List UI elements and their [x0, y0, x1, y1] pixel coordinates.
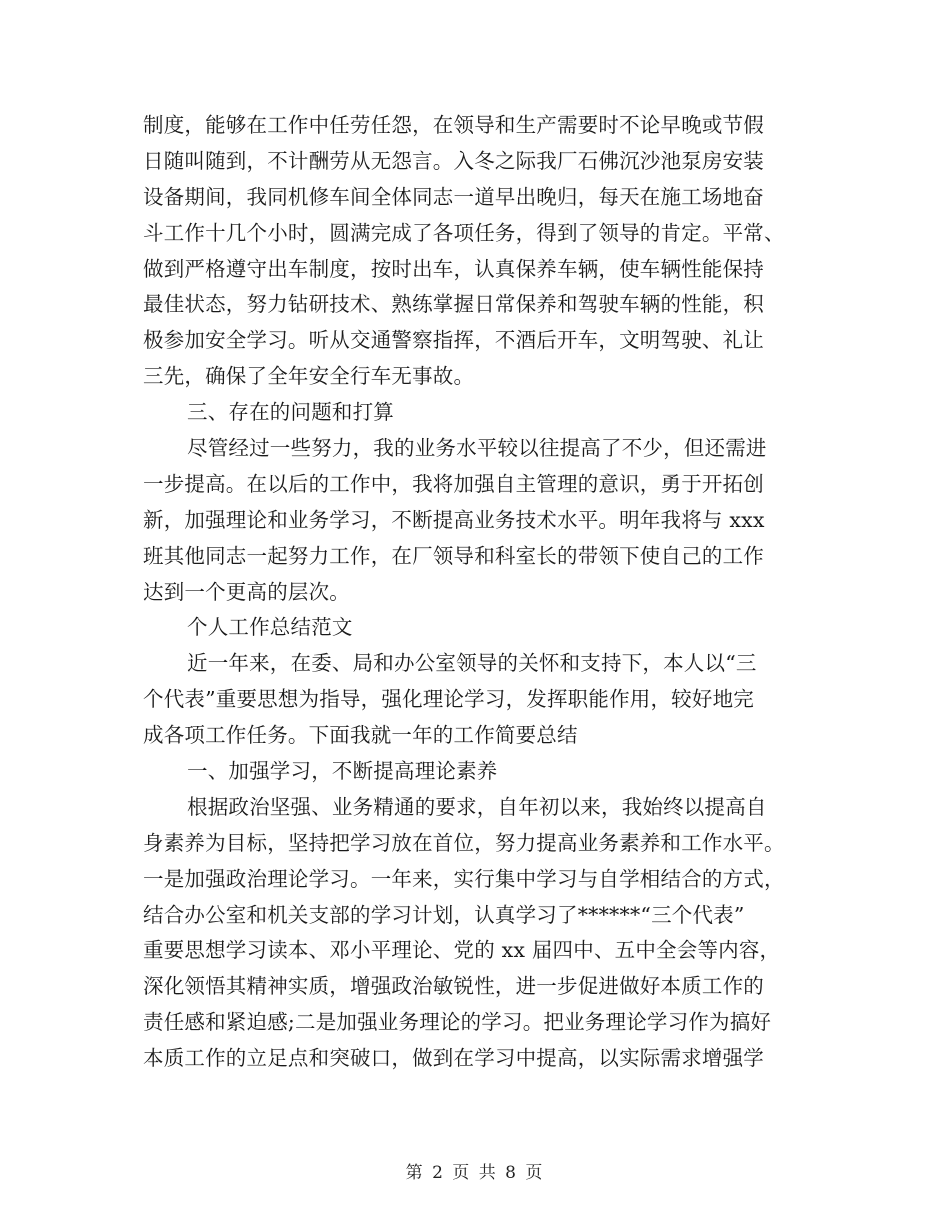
text-line: 一是加强政治理论学习。一年来，实行集中学习与自学相结合的方式， — [143, 866, 785, 891]
paragraph — [143, 431, 803, 610]
text-line: 斗工作十几个小时，圆满完成了各项任务，得到了领导的肯定。平常、 — [143, 220, 785, 245]
text-line: 设备期间，我同机修车间全体同志一道早出晚归，每天在施工场地奋 — [143, 184, 764, 209]
text-line: 三先，确保了全年安全行车无事故。 — [143, 364, 475, 389]
text-line: 本质工作的立足点和突破口，做到在学习中提高，以实际需求增强学 — [143, 1046, 764, 1071]
text-line: 制度，能够在工作中任劳任怨，在领导和生产需要时不论早晚或节假 — [143, 113, 764, 137]
text-line: 根据政治坚强、业务精通的要求，自年初以来，我始终以提高自 — [187, 794, 767, 819]
paragraph — [143, 610, 803, 646]
text-line: 极参加安全学习。听从交通警察指挥，不酒后开车，文明驾驶、礼让 — [143, 328, 764, 353]
document-body — [143, 108, 803, 1077]
text-line: 新，加强理论和业务学习，不断提高业务技术水平。明年我将与 xxx — [143, 507, 765, 532]
text-line: 班其他同志一起努力工作，在厂领导和科室长的带领下使自己的工作 — [143, 543, 764, 568]
text-line: 三、存在的问题和打算 — [187, 400, 394, 425]
text-line: 责任感和紧迫感;二是加强业务理论的学习。把业务理论学习作为搞好 — [143, 1010, 772, 1035]
text-line: 达到一个更高的层次。 — [143, 579, 350, 604]
text-line: 一步提高。在以后的工作中，我将加强自主管理的意识，勇于开拓创 — [143, 471, 764, 496]
paragraph — [143, 646, 803, 754]
page-footer: 第 2 页 共 8 页 — [405, 1163, 545, 1183]
text-line: 最佳状态，努力钻研技术、熟练掌握日常保养和驾驶车辆的性能，积 — [143, 292, 764, 317]
text-line: 深化领悟其精神实质，增强政治敏锐性，进一步促进做好本质工作的 — [143, 974, 764, 999]
paragraph — [143, 108, 803, 395]
text-line: 结合办公室和机关支部的学习计划，认真学习了******“三个代表” — [143, 902, 745, 927]
text-line: 重要思想学习读本、邓小平理论、党的 xx 届四中、五中全会等内容， — [143, 938, 781, 963]
text-line: 日随叫随到，不计酬劳从无怨言。入冬之际我厂石佛沉沙池泵房安装 — [143, 148, 764, 173]
text-line: 近一年来，在委、局和办公室领导的关怀和支持下，本人以“三 — [187, 651, 757, 676]
text-line: 做到严格遵守出车制度，按时出车，认真保养车辆，使车辆性能保持 — [143, 256, 764, 281]
text-line: 一、加强学习，不断提高理论素养 — [187, 759, 498, 784]
text-line: 身素养为目标，坚持把学习放在首位，努力提高业务素养和工作水平。 — [143, 830, 785, 855]
paragraph — [143, 395, 803, 431]
text-line: 个人工作总结范文 — [187, 615, 353, 640]
paragraph — [143, 754, 803, 790]
paragraph — [143, 790, 803, 1077]
text-line: 个代表”重要思想为指导，强化理论学习，发挥职能作用，较好地完 — [143, 687, 754, 712]
text-line: 成各项工作任务。下面我就一年的工作简要总结 — [143, 723, 578, 748]
text-line: 尽管经过一些努力，我的业务水平较以往提高了不少，但还需进 — [187, 436, 767, 461]
